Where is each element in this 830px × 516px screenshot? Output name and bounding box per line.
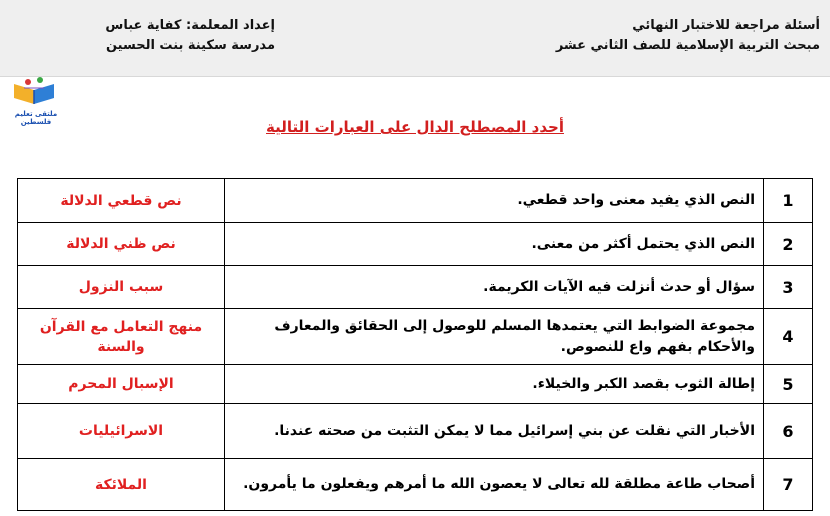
row-number: 5 [764,365,813,404]
row-number: 2 [764,223,813,266]
subject-title: مبحث التربية الإسلامية للصف الثاني عشر [555,38,820,53]
table-row [18,365,813,404]
row-term: الملائكة [18,459,225,511]
teacher-name: إعداد المعلمة: كفاية عباس [105,18,275,33]
terms-table [17,178,813,511]
row-statement: النص الذي يفيد معنى واحد قطعي. [225,179,764,223]
page-title: أحدد المصطلح الدال على العبارات التالية [266,118,564,136]
table-row [18,404,813,459]
row-number: 7 [764,459,813,511]
table-row [18,266,813,309]
row-term: الإسبال المحرم [18,365,225,404]
open-book-logo-icon [4,74,64,110]
row-number: 3 [764,266,813,309]
table-row [18,223,813,266]
row-statement: مجموعة الضوابط التي يعتمدها المسلم للوصول إلى الحقائق والمعارف والأحكام بفهم واع للنصوص. [225,309,764,365]
row-statement: سؤال أو حدث أنزلت فيه الآيات الكريمة. [225,266,764,309]
row-statement: إطالة الثوب بقصد الكبر والخيلاء. [225,365,764,404]
row-number: 6 [764,404,813,459]
row-term: الاسرائيليات [18,404,225,459]
table-row [18,179,813,223]
table-row [18,309,813,365]
row-statement: أصحاب طاعة مطلقة لله تعالى لا يعصون الله ما أمرهم ويفعلون ما يأمرون. [225,459,764,511]
row-term: نص قطعي الدلالة [18,179,225,223]
site-logo [4,74,64,126]
row-term: منهج التعامل مع القرآن والسنة [18,309,225,365]
page-header [0,0,830,77]
row-term: نص ظني الدلالة [18,223,225,266]
exam-info [556,16,820,56]
logo-caption: ملتقى تعليم فلسطين [14,110,58,126]
row-statement: الأخبار التي نقلت عن بني إسرائيل مما لا يمكن التثبت من صحته عندنا. [225,404,764,459]
school-name: مدرسة سكينة بنت الحسين [105,38,275,53]
row-statement: النص الذي يحتمل أكثر من معنى. [225,223,764,266]
row-number: 4 [764,309,813,365]
row-term: سبب النزول [18,266,225,309]
table-row [18,459,813,511]
teacher-info [95,16,275,56]
exam-title: أسئلة مراجعة للاختبار النهائي [632,18,820,33]
row-number: 1 [764,179,813,223]
